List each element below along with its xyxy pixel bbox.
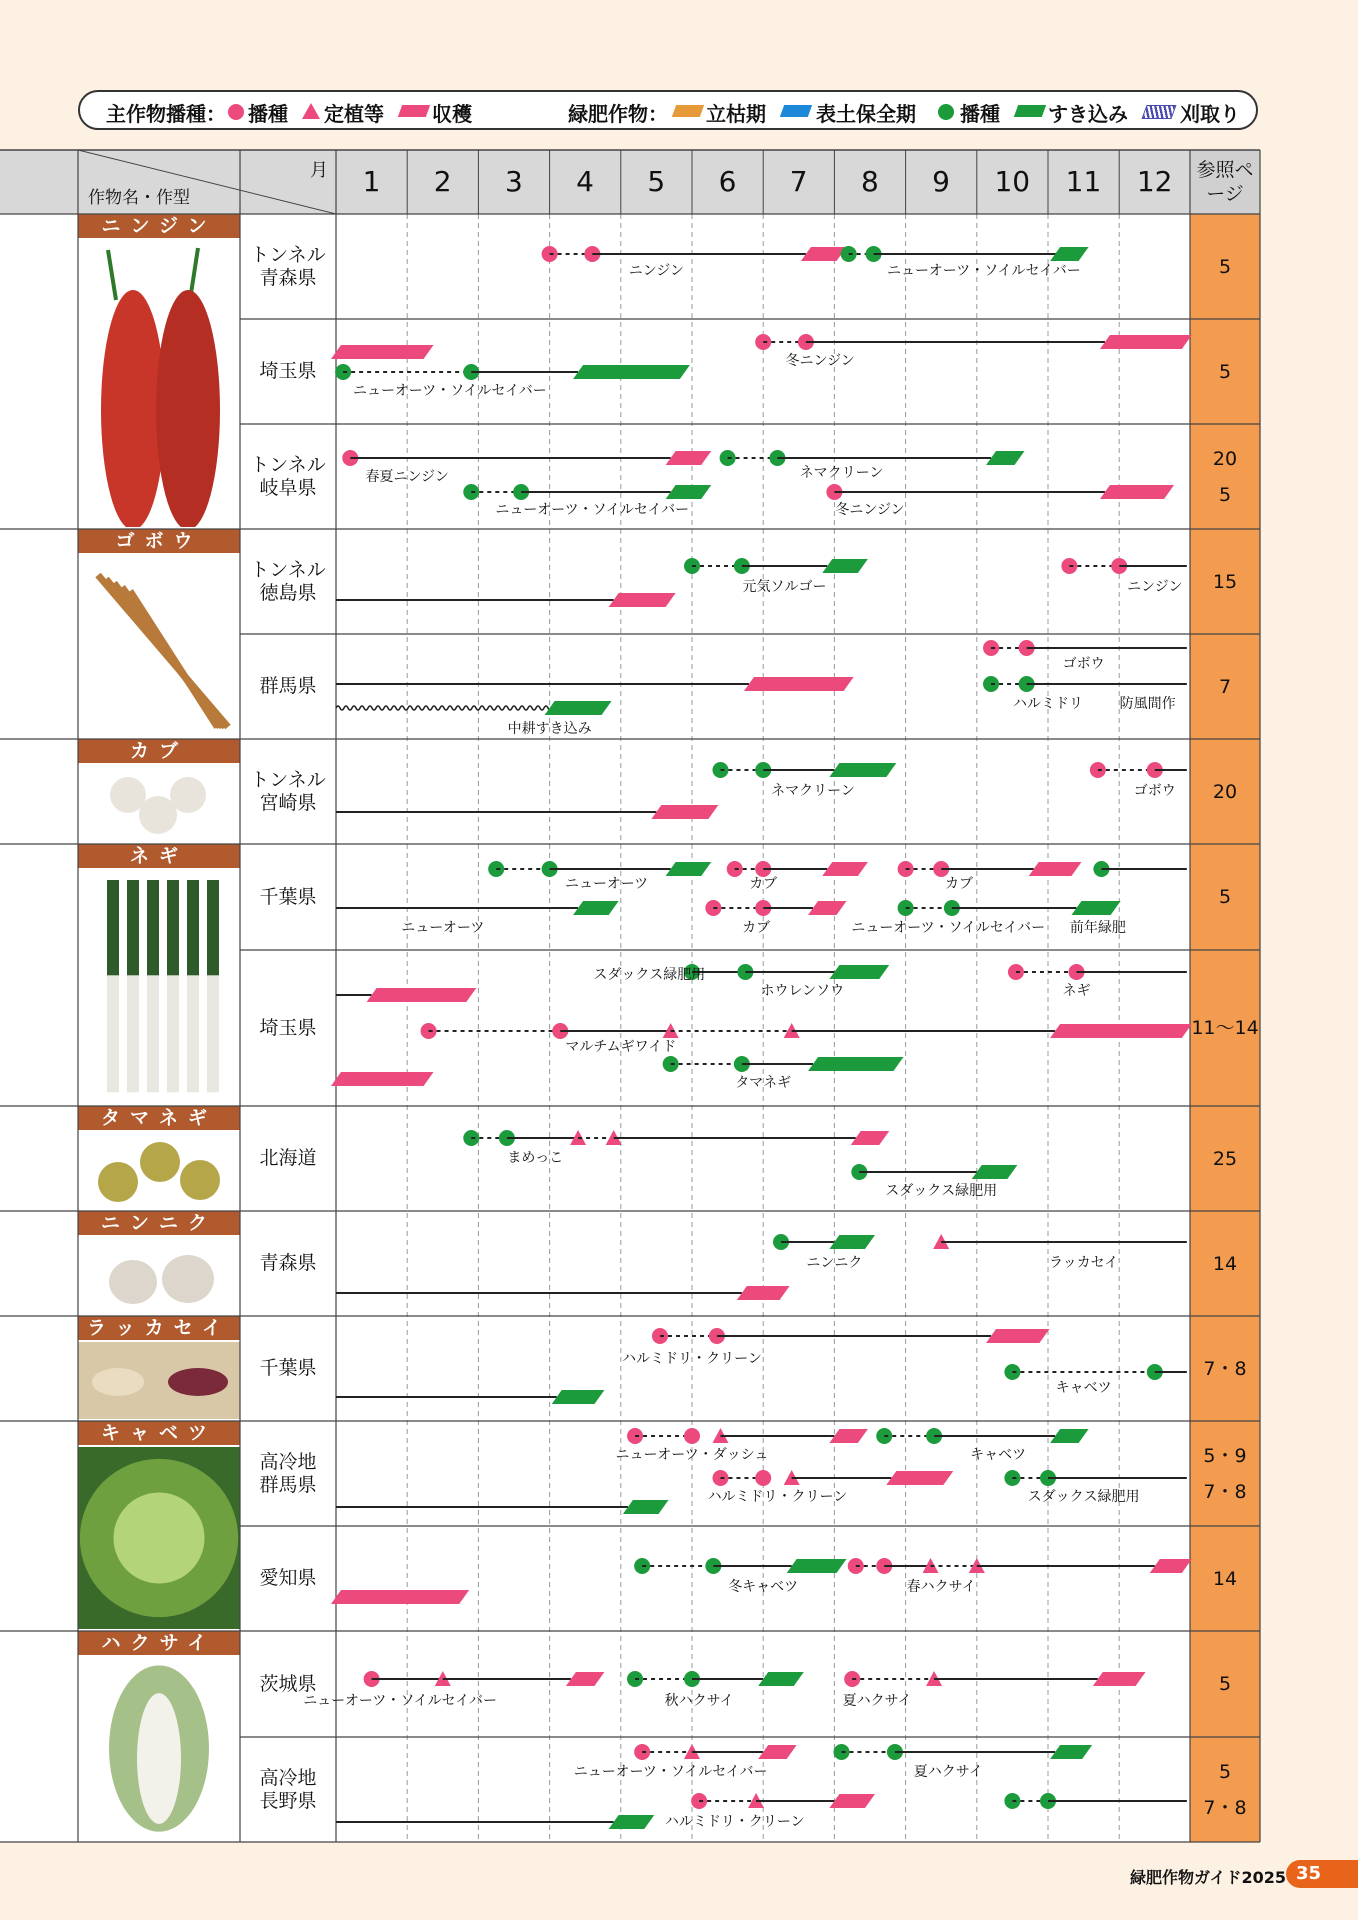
row-ref-page: 25 (1190, 1106, 1260, 1211)
chart-label: ネマクリーン (771, 783, 855, 799)
crop-name: ニンニク (78, 1211, 240, 1235)
chart-label: ニューオーツ・ソイルセイバー (495, 502, 690, 518)
legend-standing: 立枯期 (706, 102, 766, 126)
ref-page-header: 参照ページ (1190, 150, 1260, 214)
row-region: トンネル 岐阜県 (250, 453, 326, 499)
incorp-bar (829, 763, 896, 777)
month-5: 5 (647, 165, 666, 198)
chart-label: 中耕すき込み (507, 721, 592, 737)
chart-label: スダックス緑肥用 (593, 967, 706, 983)
month-9: 9 (932, 165, 950, 198)
row-ref-page: 5 (1190, 319, 1260, 424)
incorp-bar (1071, 901, 1120, 915)
chart-label: ゴボウ (1062, 656, 1105, 672)
harvest-bar (331, 1590, 469, 1604)
row-region: 群馬県 (259, 675, 317, 697)
page-number: 35 (1286, 1860, 1358, 1888)
row-region: トンネル 徳島県 (250, 558, 326, 604)
row-ref-page: 11〜14 (1190, 950, 1260, 1106)
row-region: トンネル 青森県 (250, 243, 326, 289)
incorp-bar (552, 1390, 605, 1404)
harvest-bar (1093, 1672, 1146, 1686)
harvest-bar (367, 988, 477, 1002)
row-region: 北海道 (259, 1147, 317, 1169)
chart-label: ニューオーツ・ソイルセイバー (353, 383, 547, 399)
legend-planting: 定植等 (324, 102, 384, 126)
harvest-bar (829, 1794, 875, 1808)
chart-label: ニューオーツ・ソイルセイバー (887, 263, 1081, 279)
chart-label: 冬ニンジン (835, 502, 905, 518)
wavy-line (336, 706, 552, 710)
chart-label: ネマクリーン (799, 465, 884, 481)
row-ref-page: 5 (1190, 1631, 1260, 1737)
harvest-bar (829, 1429, 867, 1443)
harvest-bar (808, 901, 846, 915)
chart-label: ニューオーツ・ソイルセイバー (303, 1693, 497, 1709)
chart-label: ラッカセイ (1048, 1255, 1119, 1271)
chart-label: キャベツ (1055, 1380, 1112, 1396)
legend-cover: 表土保全期 (816, 102, 916, 126)
chart-label: まめっこ (507, 1150, 564, 1166)
legend-mowing: 刈取り (1180, 102, 1240, 126)
legend-sowing: 播種 (248, 102, 288, 126)
harvest-bar (666, 451, 712, 465)
incorp-bar (829, 965, 889, 979)
chart-label: カブ (945, 876, 973, 892)
harvest-bar (758, 1745, 796, 1759)
incorp-bar (986, 451, 1024, 465)
footer-title: 緑肥作物ガイド2025 (1129, 1868, 1286, 1887)
legend-incorp: すき込み (1048, 102, 1128, 126)
incorp-bar (1050, 1429, 1088, 1443)
row-ref-page: 20 (1190, 739, 1260, 844)
harvest-bar (651, 805, 718, 819)
chart-label: ニンジン (628, 263, 685, 279)
chart-label: マルチムギワイド (565, 1039, 677, 1055)
row-ref-page: 20 5 (1190, 424, 1260, 529)
chart-label: カブ (749, 876, 778, 892)
harvest-bar (744, 677, 854, 691)
legend-harvest: 収穫 (432, 102, 472, 126)
month-12: 12 (1136, 165, 1173, 198)
row-region: 青森県 (259, 1252, 317, 1274)
harvest-bar (331, 1072, 434, 1086)
chart-label: 春ハクサイ (906, 1579, 976, 1595)
harvest-bar (986, 1329, 1049, 1343)
chart-label: ハルミドリ・クリーン (707, 1489, 848, 1505)
sowing-dot (755, 1470, 771, 1486)
crop-label: 作物名・作型 (88, 188, 190, 208)
incorp-bar (623, 1500, 669, 1514)
harvest-bar (1029, 862, 1082, 876)
legend-gm-sowing: 播種 (960, 102, 1000, 126)
chart-label: ニンニク (806, 1255, 863, 1271)
harvest-bar (822, 862, 868, 876)
incorp-bar (822, 559, 868, 573)
row-region: 茨城県 (259, 1672, 317, 1695)
month-7: 7 (789, 165, 808, 198)
chart-label: ニューオーツ・ソイルセイバー (851, 920, 1046, 936)
month-2: 2 (433, 165, 452, 198)
month-3: 3 (504, 165, 523, 198)
chart-label: 前年緑肥 (1069, 920, 1126, 936)
month-11: 11 (1065, 165, 1102, 198)
chart-label: 春夏ニンジン (365, 469, 449, 485)
incorp-bar (1050, 247, 1088, 261)
incorp-bar (787, 1559, 847, 1573)
legend-main-label: 主作物播種： (106, 102, 226, 126)
row-ref-page: 14 (1190, 1526, 1260, 1631)
month-label: 月 (310, 160, 328, 181)
row-region: 愛知県 (259, 1567, 317, 1589)
chart-label: スダックス緑肥用 (1027, 1489, 1140, 1505)
row-ref-page: 5 7・8 (1190, 1737, 1260, 1842)
harvest-bar (737, 1286, 790, 1300)
chart-label: スダックス緑肥用 (885, 1183, 998, 1199)
crop-name: ネギ (78, 844, 240, 868)
row-ref-page: 7 (1190, 634, 1260, 739)
row-region: 埼玉県 (259, 360, 317, 382)
harvest-bar (886, 1471, 953, 1485)
incorp-bar (758, 1672, 804, 1686)
row-region: 埼玉県 (259, 1016, 317, 1039)
chart-label: 夏ハクサイ (913, 1764, 983, 1780)
chart-label: 防風間作 (1119, 696, 1176, 712)
month-8: 8 (860, 165, 879, 198)
incorp-bar (666, 485, 712, 499)
crop-name: ニンジン (78, 214, 240, 238)
legend-gm-label: 緑肥作物： (568, 102, 668, 126)
incorp-bar (666, 862, 712, 876)
chart-label: ゴボウ (1133, 783, 1176, 799)
crop-name: タマネギ (78, 1106, 240, 1130)
harvest-bar (331, 345, 434, 359)
incorp-bar (829, 1235, 875, 1249)
chart-label: 元気ソルゴー (742, 579, 827, 595)
chart-label: タマネギ (735, 1075, 792, 1091)
crop-name: ラッカセイ (78, 1316, 240, 1340)
incorp-bar (1050, 1745, 1092, 1759)
harvest-bar (1150, 1559, 1192, 1573)
sowing-dot (684, 1428, 700, 1444)
chart-label: 夏ハクサイ (842, 1693, 912, 1709)
incorp-bar (573, 901, 619, 915)
chart-label: ハルミドリ・クリーン (622, 1351, 762, 1367)
harvest-bar (609, 593, 676, 607)
chart-label: ハルミドリ (1013, 696, 1083, 712)
chart-label: 冬ニンジン (785, 353, 855, 369)
incorp-bar (545, 701, 612, 715)
crop-name: ゴボウ (78, 529, 240, 553)
harvest-bar (851, 1131, 889, 1145)
incorp-bar (808, 1057, 903, 1071)
row-ref-page: 7・8 (1190, 1316, 1260, 1421)
chart-label: カブ (742, 920, 771, 936)
row-ref-page: 14 (1190, 1211, 1260, 1316)
incorp-bar (609, 1815, 655, 1829)
chart-label: ニューオーツ・ダッシュ (615, 1447, 769, 1463)
row-ref-page: 15 (1190, 529, 1260, 634)
chart-label: 冬キャベツ (728, 1579, 799, 1595)
incorp-bar (972, 1165, 1018, 1179)
incorp-bar (573, 365, 690, 379)
crop-name: キャベツ (78, 1421, 240, 1445)
crop-name: ハクサイ (78, 1631, 240, 1655)
chart-label: キャベツ (970, 1447, 1027, 1463)
row-region: 千葉県 (259, 885, 317, 908)
chart-label: ニンジン (1127, 579, 1183, 595)
harvest-bar (1050, 1024, 1192, 1038)
chart-label: 秋ハクサイ (664, 1693, 734, 1709)
harvest-bar (1100, 485, 1174, 499)
harvest-bar (801, 247, 847, 261)
row-ref-page: 5 (1190, 844, 1260, 950)
harvest-bar (1100, 335, 1192, 349)
month-6: 6 (718, 165, 737, 198)
row-region: トンネル 宮崎県 (250, 768, 326, 814)
harvest-bar (566, 1672, 604, 1686)
chart-label: ネギ (1062, 983, 1091, 999)
row-ref-page: 5 (1190, 214, 1260, 319)
row-region: 千葉県 (259, 1357, 317, 1379)
month-10: 10 (994, 165, 1031, 198)
chart-label: ニューオーツ (564, 876, 649, 892)
row-region: 高冷地 群馬県 (259, 1450, 317, 1496)
chart-label: ニューオーツ・ソイルセイバー (573, 1764, 768, 1780)
crop-name: カブ (78, 739, 240, 763)
row-ref-page: 5・9 7・8 (1190, 1421, 1260, 1526)
month-1: 1 (362, 165, 381, 198)
row-region: 高冷地 長野県 (259, 1766, 317, 1812)
chart-label: ホウレンソウ (760, 983, 845, 999)
chart-label: ニューオーツ (401, 920, 485, 936)
chart-label: ハルミドリ・クリーン (664, 1814, 805, 1830)
header-diagonal (78, 150, 336, 214)
month-4: 4 (576, 165, 594, 198)
